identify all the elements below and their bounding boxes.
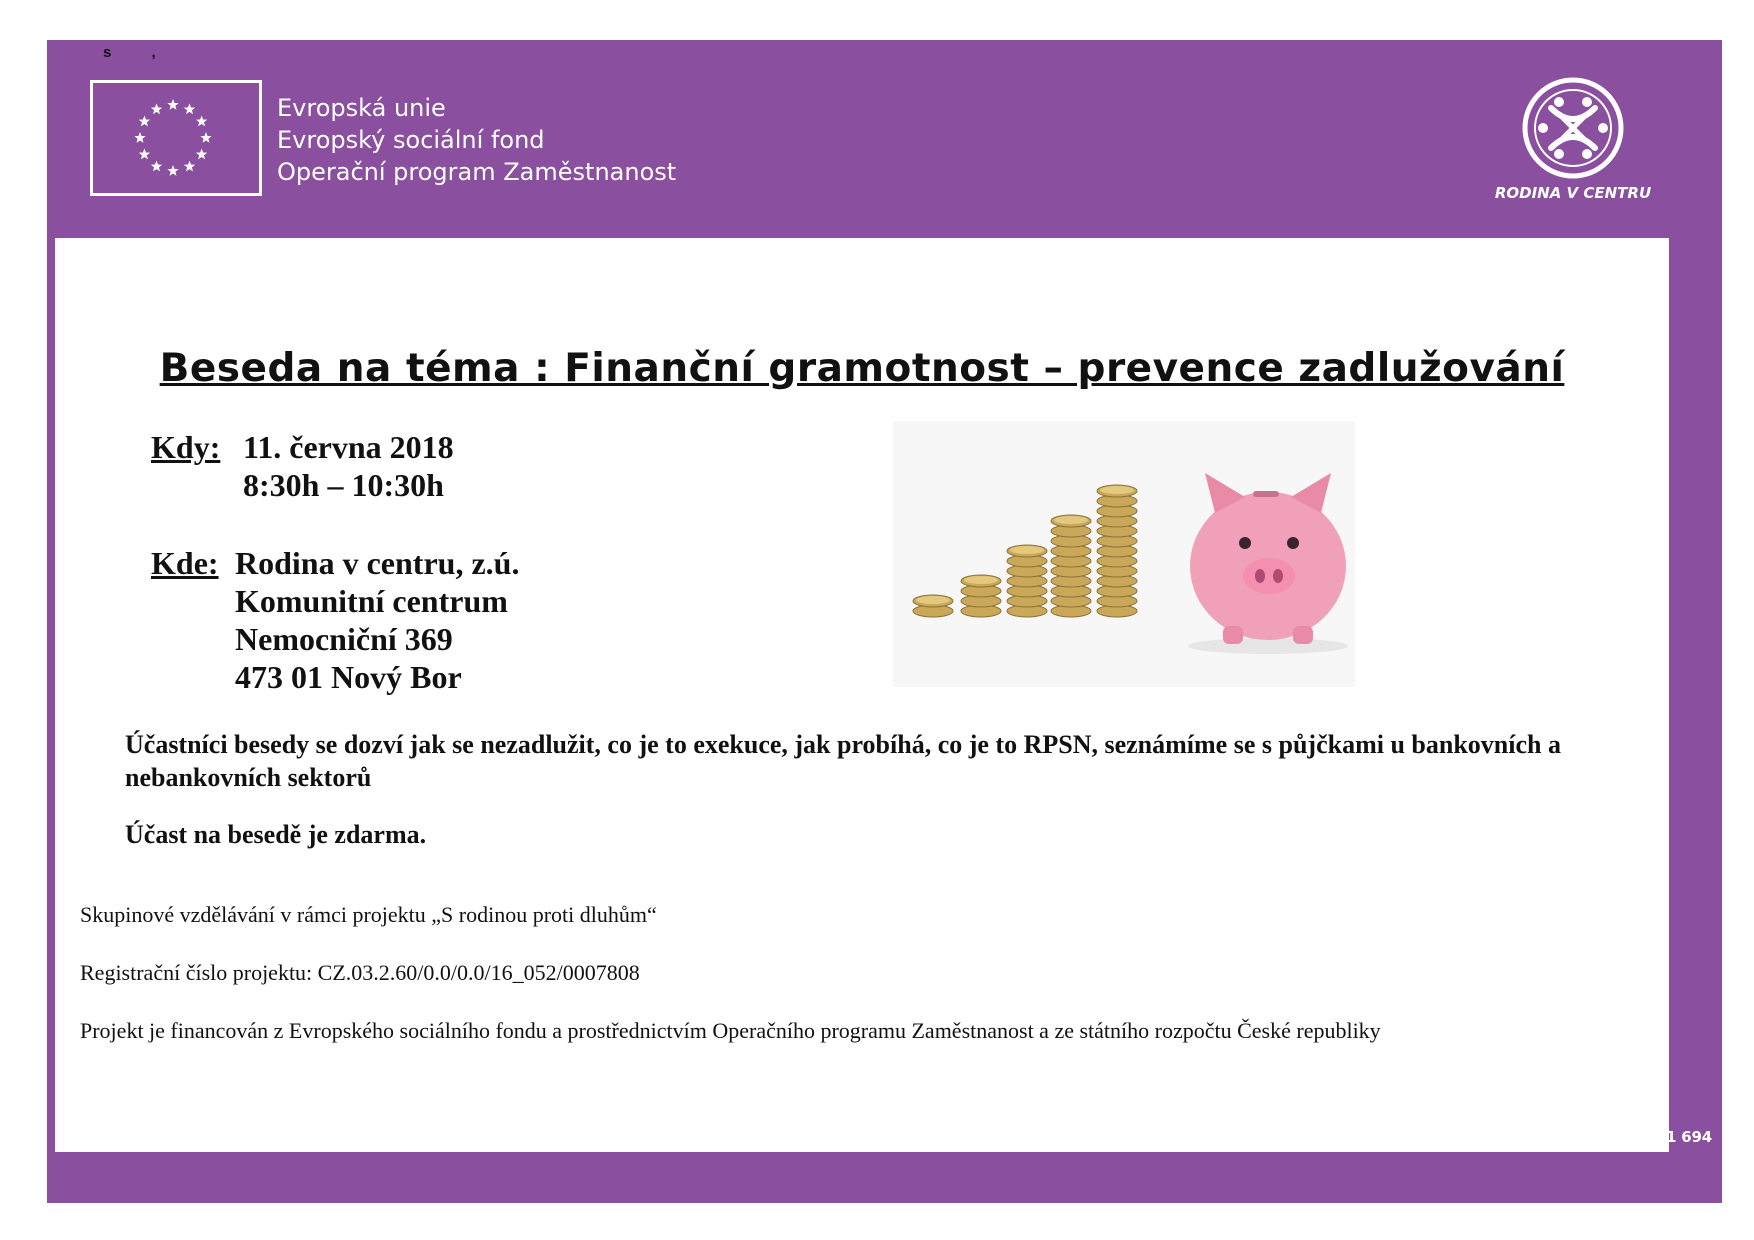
where-street: Nemocniční 369 xyxy=(235,621,453,657)
eu-star-icon xyxy=(151,161,162,172)
funding-line: Projekt je financován z Evropského sociálního fondu a prostřednictvím Operačního programu Zaměstnanost a ze státního rozpočtu České republiky xyxy=(80,1018,1381,1043)
org-logo xyxy=(1494,76,1652,202)
eu-star-icon xyxy=(151,103,162,114)
description: Účastníci besedy se dozví jak se nezadlužit, co je to exekuce, jak probíhá, co je to RPSN, seznámíme se s půjčkami u bankovních a nebankovních sektorů xyxy=(125,730,1561,792)
registration-line: Registrační číslo projektu: CZ.03.2.60/0.0/0.0/16_052/0007808 xyxy=(80,960,640,985)
footer-street: Purkyňova 65 xyxy=(896,1128,1010,1146)
eu-star-icon xyxy=(139,116,150,127)
coin-top-icon xyxy=(1100,486,1134,494)
footer-ico: IČ: 27004295 xyxy=(763,1128,873,1146)
eu-star-icon xyxy=(184,161,195,172)
footer-org: Rodina v centru, z.ú. xyxy=(569,1128,741,1146)
eu-star-icon xyxy=(167,165,178,176)
when-time: 8:30h – 10:30h xyxy=(243,467,444,503)
eu-line-fund: Evropský sociální fond xyxy=(277,126,545,154)
eu-line-union: Evropská unie xyxy=(277,94,446,122)
rodina-v-centru-logo-icon xyxy=(1521,76,1625,180)
where-org: Rodina v centru, z.ú. xyxy=(235,545,520,581)
footer-contacts xyxy=(569,1128,1712,1146)
eu-star-icon xyxy=(134,132,145,143)
eu-star-icon xyxy=(200,132,211,143)
eu-star-icon xyxy=(196,116,207,127)
footer-separator: | xyxy=(881,1128,888,1146)
content-panel xyxy=(55,238,1669,1152)
free-note: Účast na besedě je zdarma. xyxy=(125,820,427,849)
where-block xyxy=(151,544,519,696)
footer-email-link[interactable]: info@rodinavcentru.cz xyxy=(1400,1128,1587,1146)
coin-top-icon xyxy=(916,596,950,604)
where-label: Kde: xyxy=(151,545,219,581)
footer-website-link[interactable]: www.rodinavcentru.cz xyxy=(1192,1128,1378,1146)
eu-star-icon xyxy=(196,149,207,160)
where-place: Komunitní centrum xyxy=(235,583,508,619)
footer-separator: | xyxy=(1178,1128,1184,1146)
corner-marker: s , xyxy=(103,44,174,61)
eu-text-block xyxy=(277,92,676,188)
coin-top-icon xyxy=(964,576,998,584)
when-date: 11. června 2018 xyxy=(243,429,454,465)
eu-star-icon xyxy=(167,99,178,110)
eu-star-icon xyxy=(139,149,150,160)
eu-line-program: Operační program Zaměstnanost xyxy=(277,158,677,186)
coin-top-icon xyxy=(1054,516,1088,524)
when-label: Kdy: xyxy=(151,429,221,465)
footer-separator: | xyxy=(1386,1128,1392,1146)
when-block xyxy=(151,428,454,504)
eu-star-icon xyxy=(184,103,195,114)
eu-logo xyxy=(90,80,262,196)
project-line: Skupinové vzdělávání v rámci projektu „S rodinou proti dluhům“ xyxy=(80,902,657,927)
footer-separator: | xyxy=(1595,1128,1601,1146)
footer-city: 473 01 Nový Bor xyxy=(1032,1128,1170,1146)
eu-flag-stars-icon xyxy=(93,83,259,193)
headline: Beseda na téma : Finanční gramotnost – prevence zadlužování xyxy=(159,346,1565,391)
piggy-bank-coins-illustration xyxy=(893,421,1355,687)
coin-top-icon xyxy=(1010,546,1044,554)
footer-separator: | xyxy=(1018,1128,1024,1146)
footer-separator: | xyxy=(749,1128,755,1146)
where-city: 473 01 Nový Bor xyxy=(235,659,462,695)
org-logo-name: RODINA V CENTRU xyxy=(1494,184,1652,202)
poster-frame xyxy=(47,40,1722,1203)
footer-phone: 778 001 694 xyxy=(1609,1128,1712,1146)
